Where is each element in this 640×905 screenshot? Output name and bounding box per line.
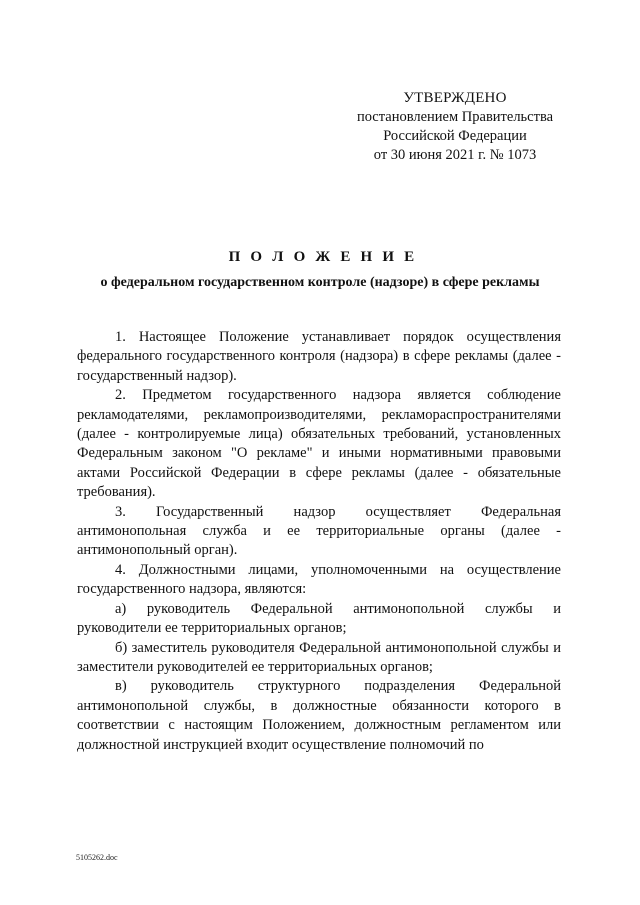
- document-title: П О Л О Ж Е Н И Е: [228, 249, 418, 265]
- paragraph-1: 1. Настоящее Положение устанавливает порядок осуществления федерального государственного контроля (надзора) в сфере рекламы (далее - государственный надзор).: [77, 329, 561, 384]
- document-subtitle: о федеральном государственном контроле (надзоре) в сфере рекламы: [100, 275, 540, 290]
- approval-line-decree: постановлением Правительства: [356, 109, 554, 125]
- paragraph-4a: а) руководитель Федеральной антимонопольной службы и руководители ее территориальных органов;: [77, 600, 561, 637]
- paragraph-2: 2. Предметом государственного надзора является соблюдение рекламодателями, рекламопроизводителями, рекламораспространителями (далее - контролируемые лица) обязательных требований, установленных Федеральным законом "О рекламе" и иными нормативными правовыми актами Российской Федерации в сфере рекламы (далее - обязательные требования).: [77, 387, 561, 501]
- approval-stamp: [340, 89, 570, 165]
- paragraph-4b: б) заместитель руководителя Федеральной антимонопольной службы и заместители руководителей ее территориальных органов;: [77, 639, 561, 675]
- approval-line-date-number: от 30 июня 2021 г. № 1073: [373, 147, 537, 163]
- approval-title: УТВЕРЖДЕНО: [403, 90, 507, 106]
- approval-line-government: Российской Федерации: [383, 128, 527, 144]
- paragraph-4c: в) руководитель структурного подразделения Федеральной антимонопольной службы, в должностные обязанности которого в соответствии с настоящим Положением, должностным регламентом или должностной инструкцией входит осуществление полномочий по: [77, 678, 561, 753]
- file-code: 5105262.doc: [76, 853, 118, 862]
- paragraph-3: 3. Государственный надзор осуществляет Федеральная антимонопольная служба и ее территориальные органы (далее - антимонопольный орган).: [77, 503, 561, 559]
- paragraph-4: 4. Должностными лицами, уполномоченными на осуществление государственного надзора, являются:: [77, 561, 561, 598]
- document-body: [77, 328, 561, 755]
